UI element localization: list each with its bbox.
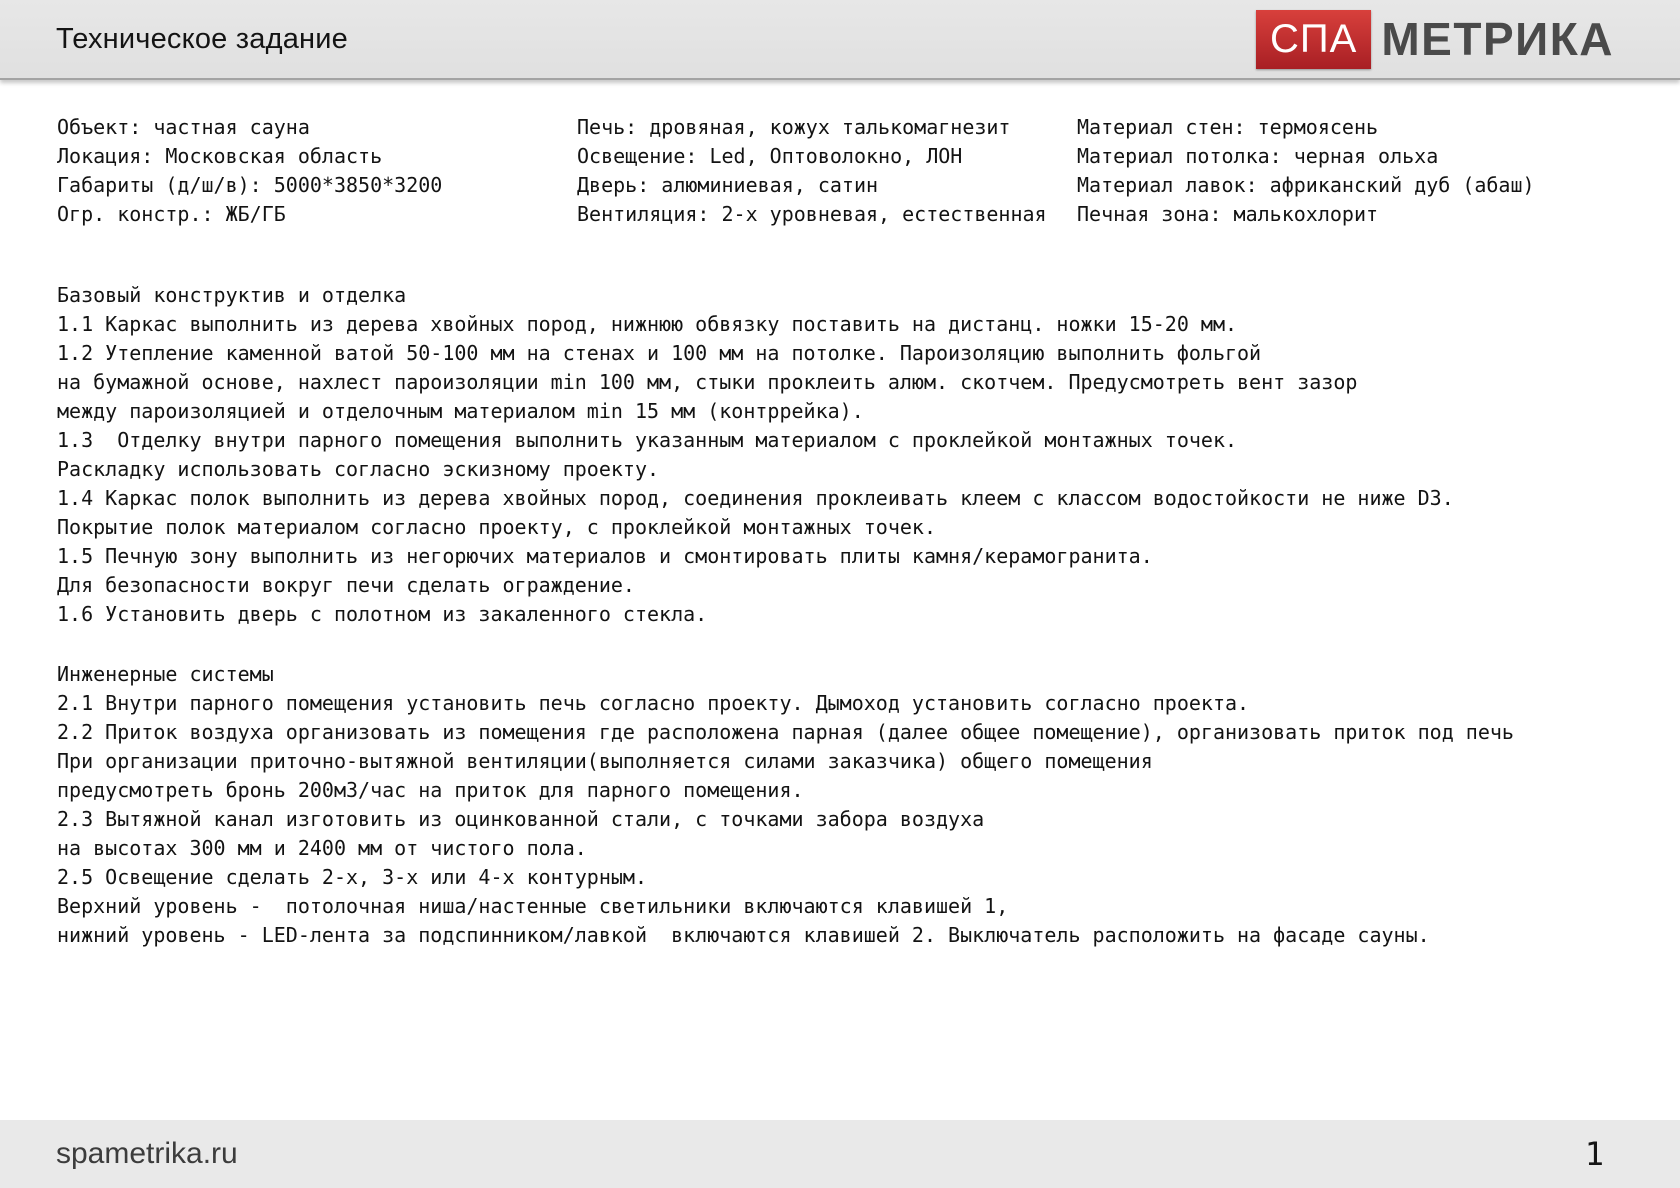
spec-item: Вентиляция: 2-х уровневая, естественная (577, 202, 1047, 226)
spec-item: Печная зона: малькохлорит (1077, 202, 1379, 226)
spec-column-materials (1077, 113, 1660, 229)
spec-item: Дверь: алюминиевая, сатин (577, 173, 879, 197)
doc-line: Верхний уровень - потолочная ниша/настенные светильники включаются клавишей 1, (57, 894, 1009, 918)
section-engineering-systems (57, 660, 1660, 950)
section-title: Инженерные системы (57, 662, 274, 686)
spec-item: Огр. констр.: ЖБ/ГБ (57, 202, 286, 226)
spec-item: Печь: дровяная, кожух талькомагнезит (577, 115, 1011, 139)
doc-line: 1.2 Утепление каменной ватой 50-100 мм на стенах и 100 мм на потолке. Пароизоляцию выполнить фольгой (57, 341, 1262, 365)
spec-item: Габариты (д/ш/в): 5000*3850*3200 (57, 173, 443, 197)
logo-metrika-text: МЕТРИКА (1381, 13, 1614, 65)
doc-line: Покрытие полок материалом согласно проекту, с проклейкой монтажных точек. (57, 515, 936, 539)
company-logo (1256, 10, 1614, 69)
doc-line: Раскладку использовать согласно эскизному проекту. (57, 457, 660, 481)
spec-item: Материал лавок: африканский дуб (абаш) (1077, 173, 1535, 197)
page-title: Техническое задание (56, 22, 348, 55)
section-base-construction (57, 281, 1660, 629)
doc-line: 1.6 Установить дверь с полотном из закаленного стекла. (57, 602, 708, 626)
doc-line: 2.3 Вытяжной канал изготовить из оцинкованной стали, с точками забора воздуха (57, 807, 985, 831)
doc-line: 2.1 Внутри парного помещения установить печь согласно проекту. Дымоход установить согласно проекта. (57, 691, 1250, 715)
doc-line: 1.3 Отделку внутри парного помещения выполнить указанным материалом с проклейкой монтажных точек. (57, 428, 1238, 452)
doc-line: 1.1 Каркас выполнить из дерева хвойных пород, нижнюю обвязку поставить на дистанц. ножки 15-20 мм. (57, 312, 1238, 336)
document-body (57, 281, 1660, 950)
doc-line: 2.5 Освещение сделать 2-х, 3-х или 4-х контурным. (57, 865, 648, 889)
doc-line: на высотах 300 мм и 2400 мм от чистого пола. (57, 836, 587, 860)
doc-line: предусмотреть бронь 200м3/час на приток для парного помещения. (57, 778, 804, 802)
logo-spa-badge: СПА (1256, 10, 1371, 69)
spec-column-equipment (577, 113, 1077, 229)
spec-item: Объект: частная сауна (57, 115, 310, 139)
spec-item: Материал стен: термоясень (1077, 115, 1379, 139)
page-number: 1 (1584, 1135, 1604, 1173)
spec-item: Освещение: Led, Оптоволокно, ЛОН (577, 144, 963, 168)
header-bar (0, 0, 1680, 80)
spec-item: Материал потолка: черная ольха (1077, 144, 1439, 168)
doc-line: При организации приточно-вытяжной вентиляции(выполняется силами заказчика) общего помещения (57, 749, 1153, 773)
site-name: spametrika.ru (56, 1137, 238, 1170)
doc-line: нижний уровень - LED-лента за подспинником/лавкой включаются клавишей 2. Выключатель расположить на фасаде сауны. (57, 923, 1430, 947)
doc-line: 2.2 Приток воздуха организовать из помещения где расположена парная (далее общее помещение), организовать приток под печь (57, 720, 1514, 744)
doc-line: 1.5 Печную зону выполнить из негорючих материалов и смонтировать плиты камня/керамогранита. (57, 544, 1153, 568)
spec-summary (57, 113, 1660, 229)
footer-bar (0, 1120, 1680, 1188)
section-title: Базовый конструктив и отделка (57, 283, 407, 307)
spec-item: Локация: Московская область (57, 144, 383, 168)
spec-column-object (57, 113, 577, 229)
doc-line: Для безопасности вокруг печи сделать ограждение. (57, 573, 635, 597)
doc-line: 1.4 Каркас полок выполнить из дерева хвойных пород, соединения проклеивать клеем с классом водостойкости не ниже D3. (57, 486, 1454, 510)
doc-line: между пароизоляцией и отделочным материалом min 15 мм (контррейка). (57, 399, 864, 423)
doc-line: на бумажной основе, нахлест пароизоляции min 100 мм, стыки проклеить алюм. скотчем. Предусмотреть вент зазор (57, 370, 1358, 394)
